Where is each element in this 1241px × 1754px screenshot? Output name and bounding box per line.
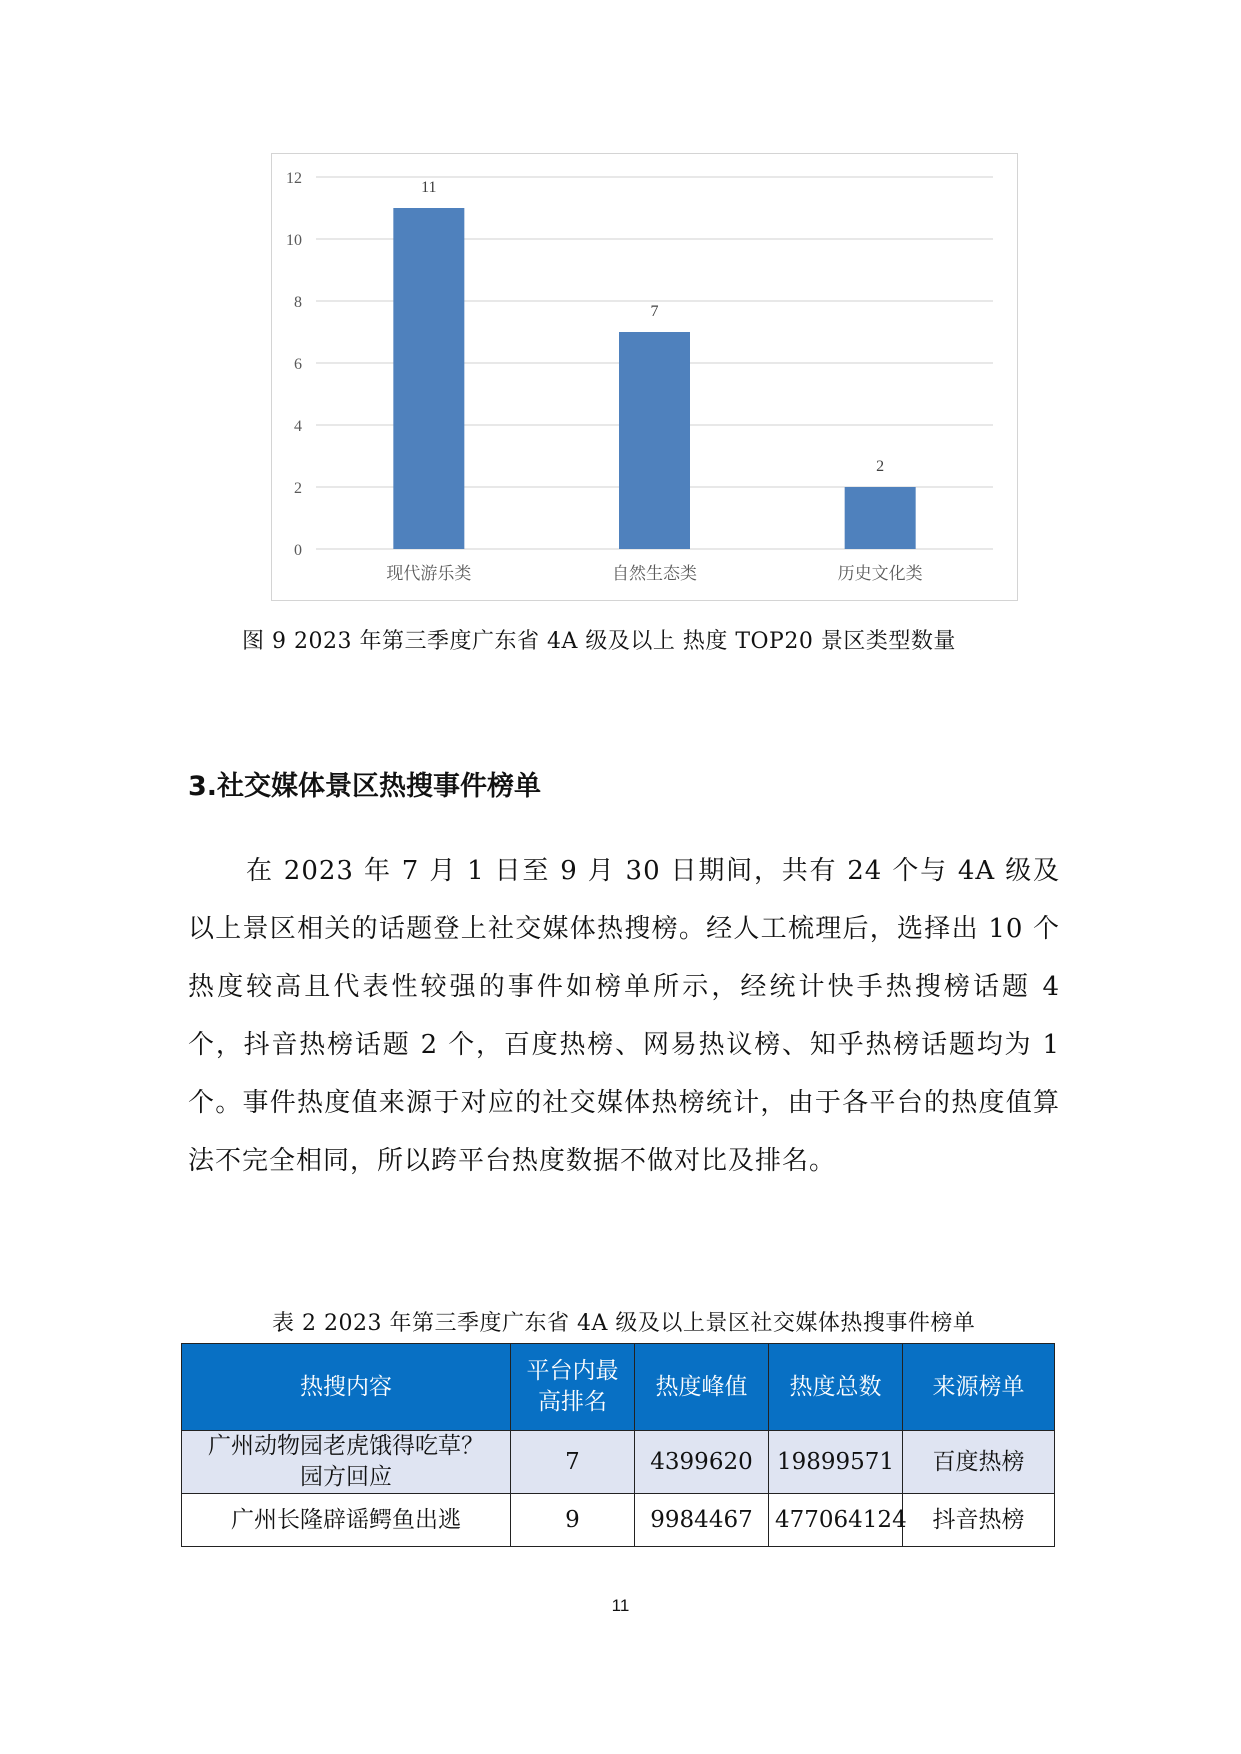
header-content: 热搜内容 <box>182 1344 511 1431</box>
cell-peak-heat: 4399620 <box>635 1431 769 1494</box>
body-paragraph: 在 2023 年 7 月 1 日至 9 月 30 日期间，共有 24 个与 4A 级及以上景区相关的话题登上社交媒体热搜榜。经人工梳理后，选择出 10 个热度较高且代表性较强的事件如榜单所示，经统计快手热搜榜话题 4 个，抖音热榜话题 2 个，百度热榜、网易热议榜、知乎热榜话题均为 1 个。事件热度值来源于对应的社交媒体热榜统计，由于各平台的热度值算法不完全相同，所以跨平台热度数据不做对比及排名。 <box>188 856 1060 1176</box>
cell-max-rank: 7 <box>511 1431 635 1494</box>
hot-search-table <box>181 1343 1055 1547</box>
bar <box>393 208 464 549</box>
cell-source-list: 抖音热榜 <box>903 1494 1055 1547</box>
figure-caption: 图 9 2023 年第三季度广东省 4A 级及以上 热度 TOP20 景区类型数量 <box>242 629 956 654</box>
cell-total-heat: 477064124 <box>769 1494 903 1547</box>
y-tick-label: 4 <box>294 418 302 435</box>
y-tick-label: 10 <box>286 232 302 249</box>
table-row <box>182 1494 1055 1547</box>
y-tick-label: 8 <box>294 294 302 311</box>
bar <box>619 332 690 549</box>
cell-content: 广州长隆辟谣鳄鱼出逃 <box>182 1494 511 1547</box>
x-tick-label: 历史文化类 <box>837 564 923 584</box>
cell-content-text: 广州动物园老虎饿得吃草？园方回应 <box>208 1433 484 1490</box>
x-tick-label: 自然生态类 <box>612 564 697 584</box>
x-tick-label: 现代游乐类 <box>386 564 472 584</box>
y-tick-label: 2 <box>294 480 302 497</box>
cell-content <box>182 1431 511 1494</box>
header-total-heat: 热度总数 <box>769 1344 903 1431</box>
header-peak-heat: 热度峰值 <box>635 1344 769 1431</box>
y-tick-label: 6 <box>294 356 302 373</box>
bar-chart <box>271 153 1018 601</box>
data-label: 2 <box>876 458 885 475</box>
cell-total-heat: 19899571 <box>769 1431 903 1494</box>
cell-max-rank: 9 <box>511 1494 635 1547</box>
cell-peak-heat: 9984467 <box>635 1494 769 1547</box>
data-label: 11 <box>421 179 437 196</box>
bar-chart-svg <box>272 154 1019 602</box>
table-header-row <box>182 1344 1055 1431</box>
cell-source-list: 百度热榜 <box>903 1431 1055 1494</box>
header-max-rank-label: 平台内最高排名 <box>526 1358 619 1415</box>
bar <box>845 487 916 549</box>
header-source-list: 来源榜单 <box>903 1344 1055 1431</box>
header-max-rank <box>511 1344 635 1431</box>
y-tick-label: 0 <box>294 542 302 559</box>
data-label: 7 <box>650 303 659 320</box>
y-tick-label: 12 <box>286 170 302 187</box>
table-caption: 表 2 2023 年第三季度广东省 4A 级及以上景区社交媒体热搜事件榜单 <box>272 1311 976 1336</box>
section-heading: 3.社交媒体景区热搜事件榜单 <box>188 771 542 802</box>
table-row <box>182 1431 1055 1494</box>
page-number: 11 <box>611 1596 630 1615</box>
